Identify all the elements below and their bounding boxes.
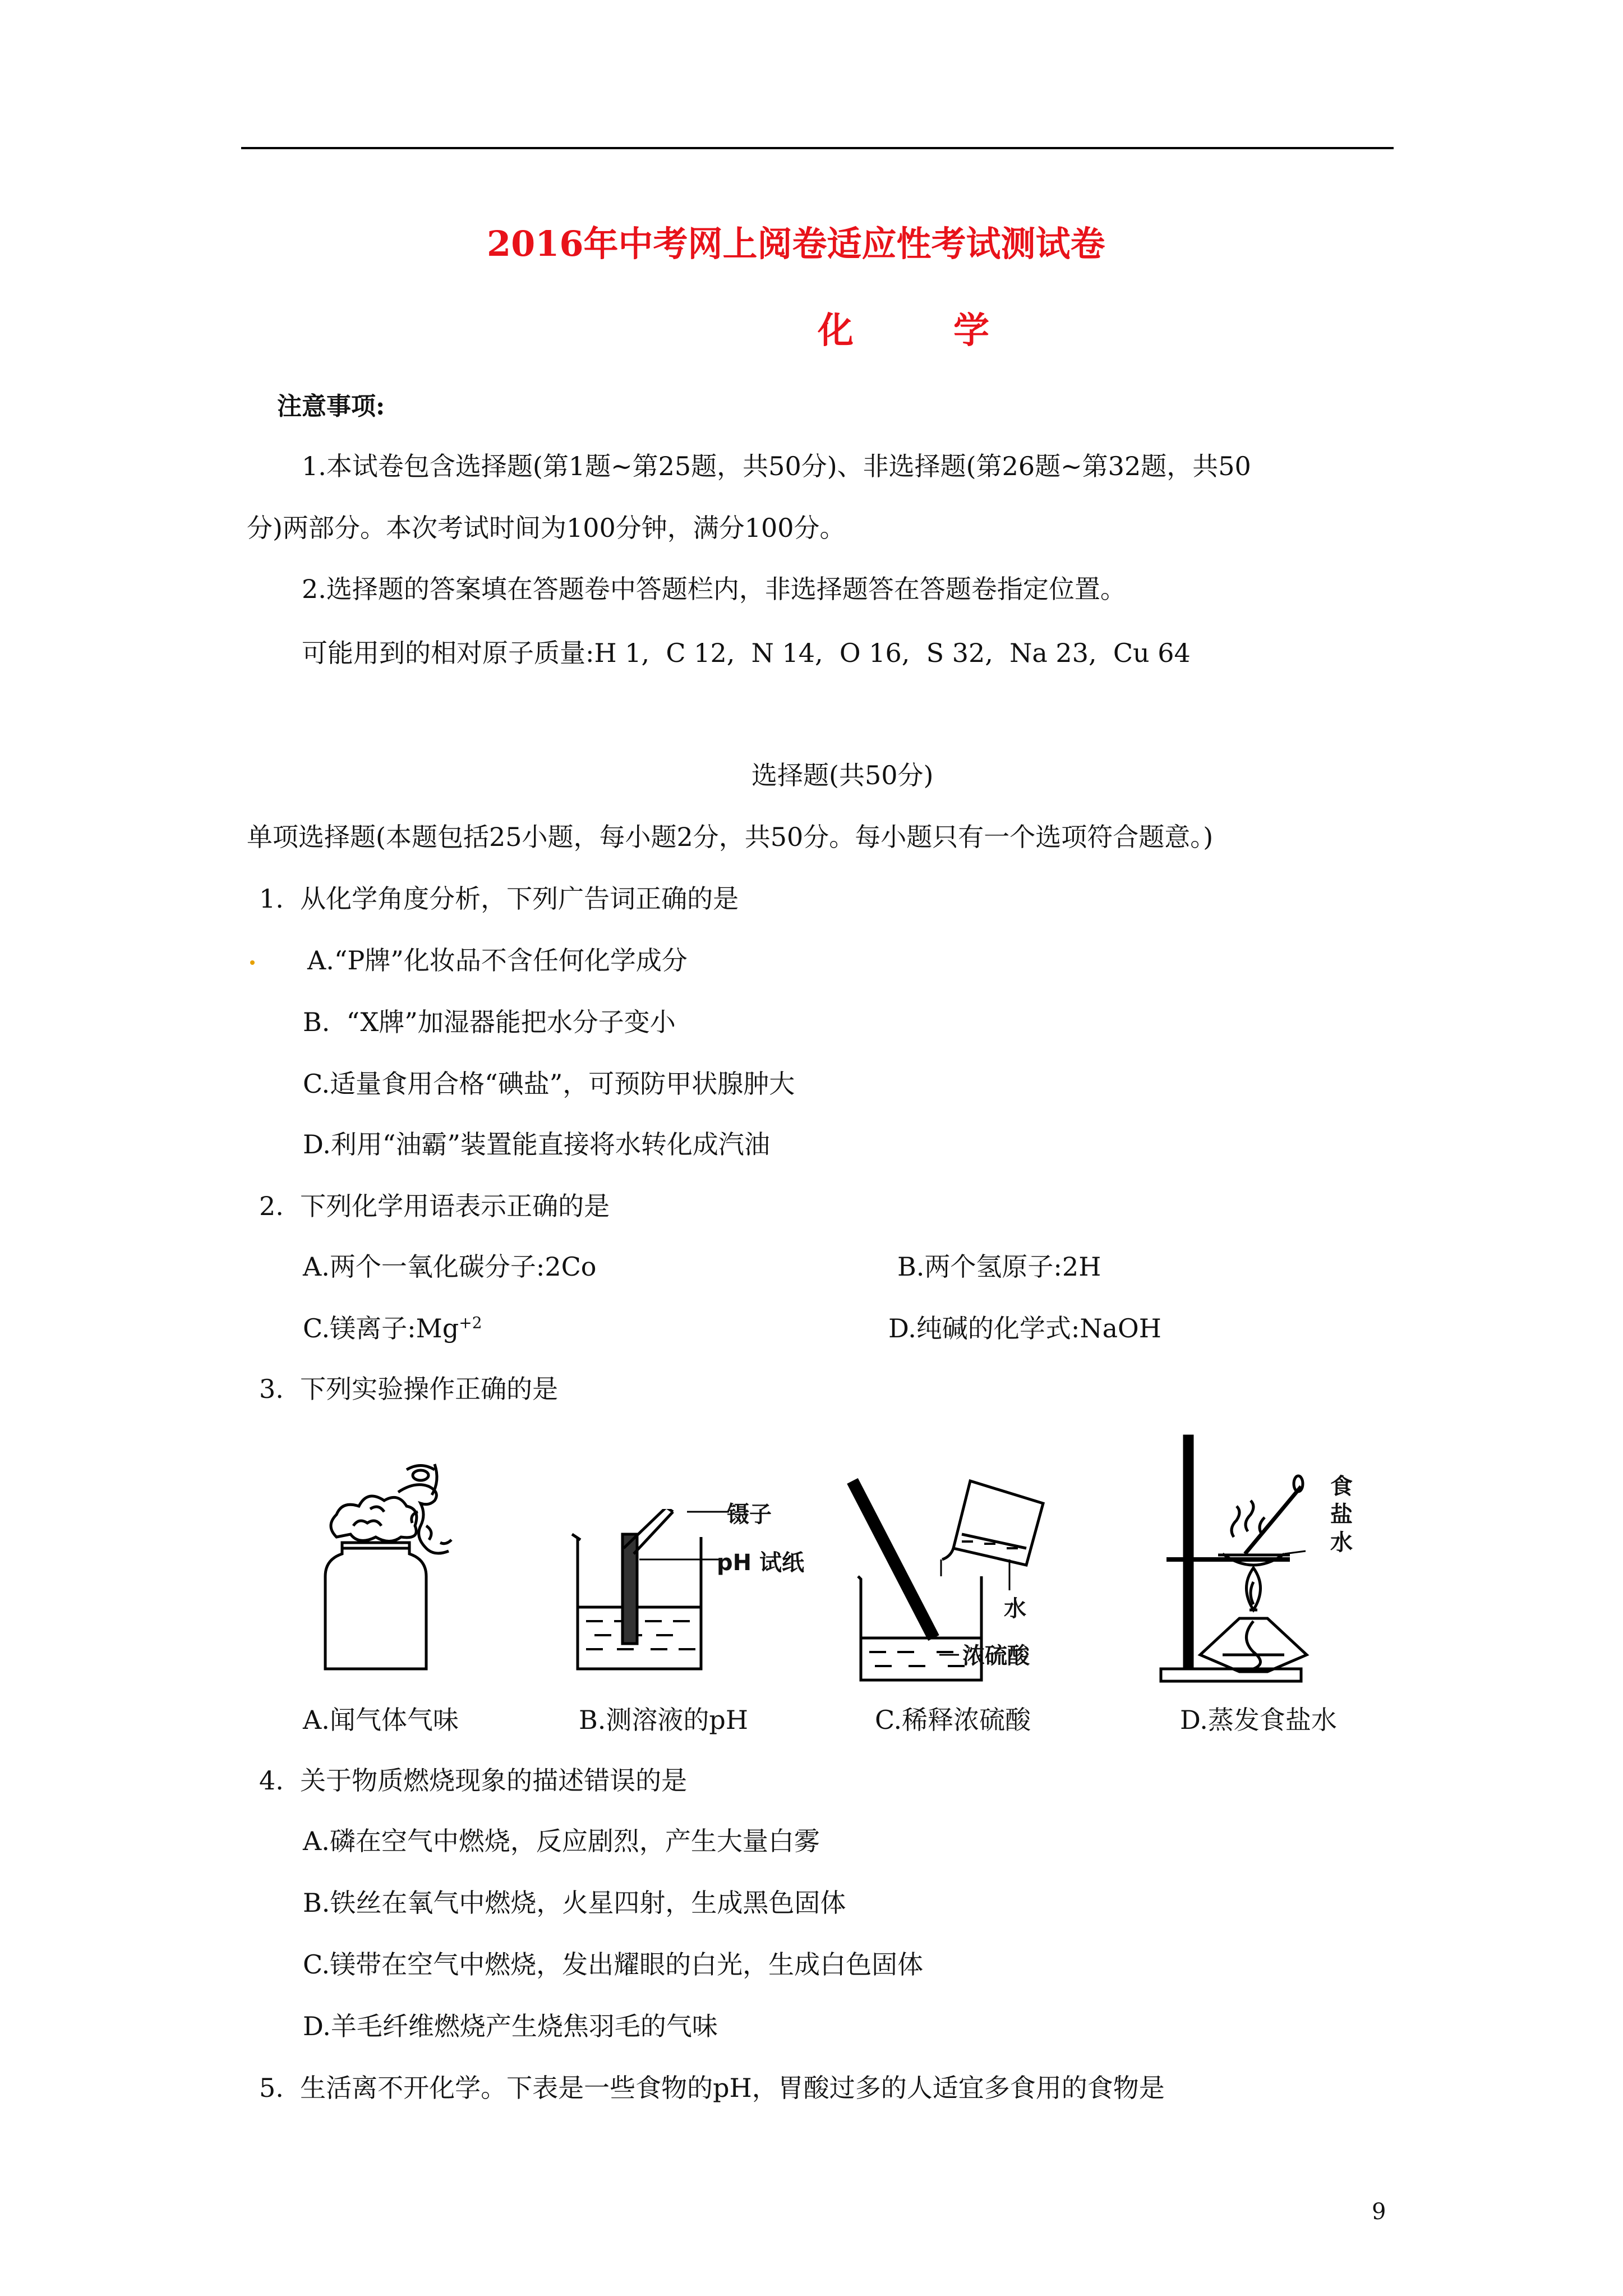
q3-caption-c: C.稀释浓硫酸 [875,1705,1031,1735]
q2-option-c [303,1308,482,1345]
q1-option-d: D.利用“油霸”装置能直接将水转化成汽油 [303,1129,770,1159]
note-line-1a: 1.本试卷包含选择题(第1题~第25题，共50分)、非选择题(第26题~第32题，共50 [302,451,1251,481]
q4-stem: 4. 关于物质燃烧现象的描述错误的是 [259,1765,688,1796]
atomic-masses: 可能用到的相对原子质量:H 1, C 12, N 14, O 16, S 32, Na 23, Cu 64 [302,638,1191,668]
label-conc-acid: 浓硫酸 [962,1643,1030,1669]
figure-a-smell-gas [314,1458,471,1672]
label-water: 水 [1004,1596,1026,1622]
label-tweezers: 镊子 [727,1502,772,1527]
q4-option-d: D.羊毛纤维燃烧产生烧焦羽毛的气味 [303,2011,718,2041]
note-line-1b: 分)两部分。本次考试时间为100分钟，满分100分。 [247,513,846,543]
q2-option-a: A.两个一氧化碳分子:2Co [303,1251,597,1282]
q1-option-a: A.“P牌”化妆品不含任何化学成分 [307,945,688,976]
q1-option-c: C.适量食用合格“碘盐”，可预防甲状腺肿大 [303,1069,795,1099]
q4-option-c: C.镁带在空气中燃烧，发出耀眼的白光，生成白色固体 [303,1949,924,1980]
section-instructions: 单项选择题(本题包括25小题，每小题2分，共50分。每小题只有一个选项符合题意。) [247,822,1214,852]
page-number: 9 [1372,2199,1386,2225]
label-salt-water-3: 水 [1330,1530,1353,1556]
q5-stem: 5. 生活离不开化学。下表是一些食物的pH，胃酸过多的人适宜多食用的食物是 [259,2073,1165,2103]
section-heading: 选择题(共50分) [751,760,934,790]
q2-option-b: B.两个氢原子:2H [897,1251,1101,1282]
note-line-2: 2.选择题的答案填在答题卷中答题栏内，非选择题答在答题卷指定位置。 [302,574,1126,604]
q4-option-b: B.铁丝在氧气中燃烧，火星四射，生成黑色固体 [303,1888,846,1918]
q4-option-a: A.磷在空气中燃烧，反应剧烈，产生大量白雾 [303,1826,820,1856]
q3-caption-d: D.蒸发食盐水 [1180,1705,1337,1735]
label-salt-water-2: 盐 [1330,1502,1353,1527]
subject-char-1: 化 [818,310,854,352]
header-rule [241,147,1394,149]
q1-stem: 1. 从化学角度分析，下列广告词正确的是 [259,884,739,914]
notes-heading: 注意事项: [277,392,385,421]
q1-option-b: B. “X牌”加湿器能把水分子变小 [303,1007,676,1037]
stray-dot [250,960,255,965]
q2-option-c-sup: +2 [459,1313,482,1332]
label-ph-paper: pH 试纸 [717,1550,805,1576]
q3-caption-a: A.闻气体气味 [303,1705,459,1735]
subject-char-2: 学 [953,310,989,352]
q2-stem: 2. 下列化学用语表示正确的是 [259,1191,610,1221]
label-salt-water-1: 食 [1330,1474,1353,1499]
figure-b-ph-test [561,1509,841,1677]
figure-d-evaporate [1155,1425,1357,1688]
q3-caption-b: B.测溶液的pH [579,1705,748,1735]
q3-stem: 3. 下列实验操作正确的是 [259,1374,559,1404]
q2-option-d: D.纯碱的化学式:NaOH [888,1313,1161,1343]
figure-c-dilute-acid [841,1470,1066,1688]
q2-option-c-text: C.镁离子:Mg [303,1313,459,1343]
exam-title: 2016年中考网上阅卷适应性考试测试卷 [487,223,1105,264]
